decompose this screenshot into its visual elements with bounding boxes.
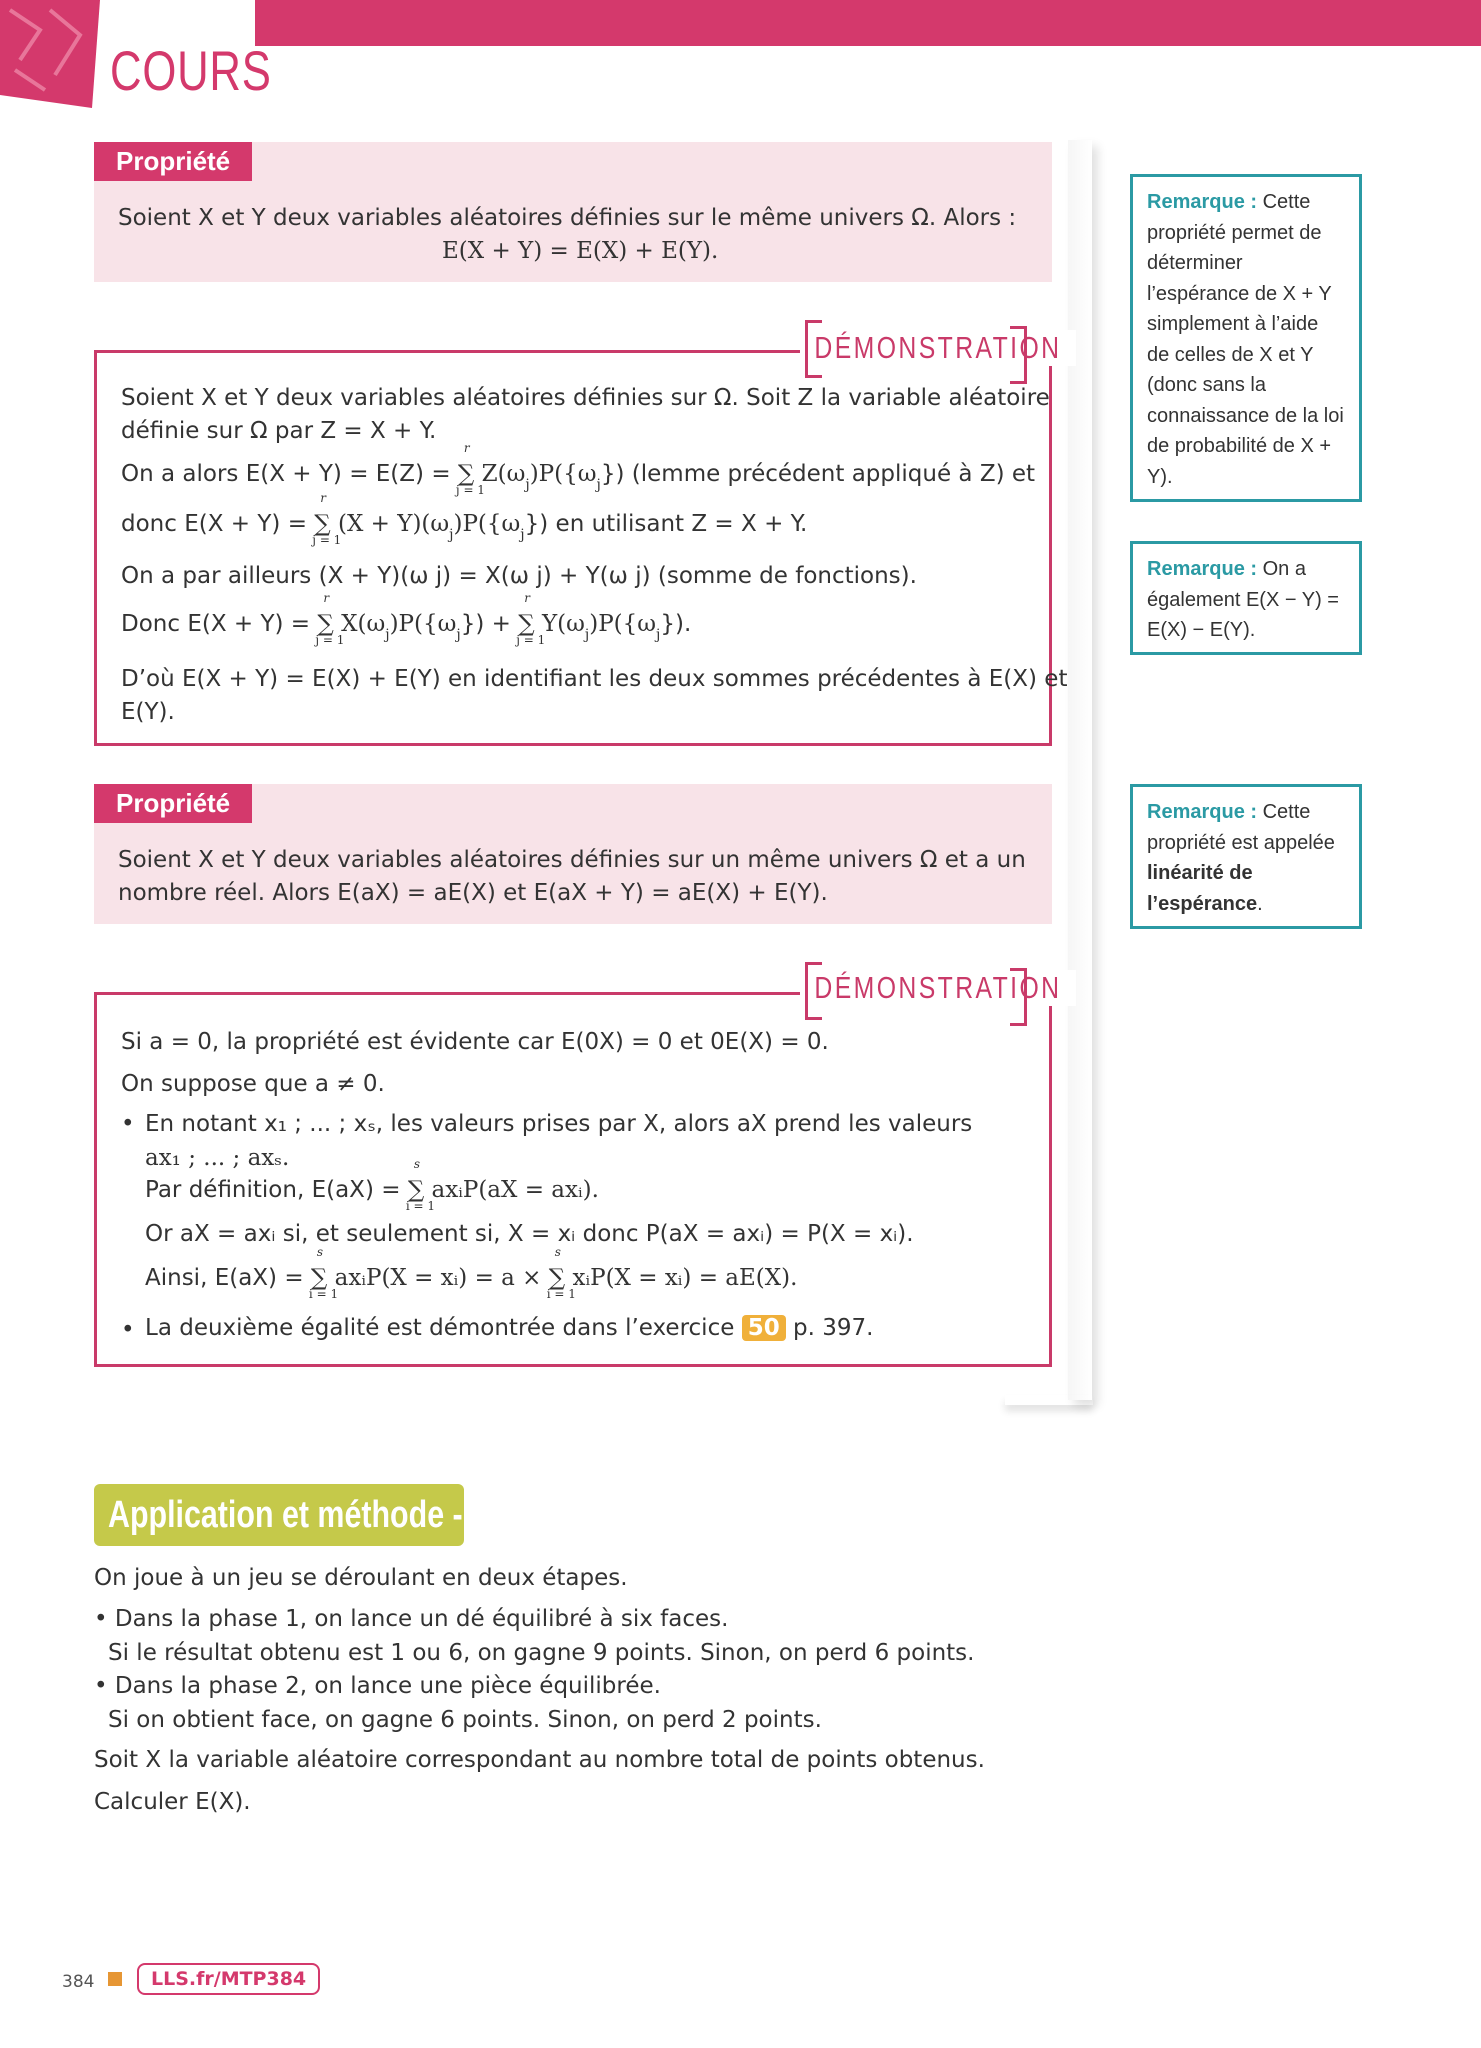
application-text: On joue à un jeu se déroulant en deux étapes. [94,1565,628,1591]
property-label: Propriété [94,142,252,181]
demo-text: ax₁ ; ... ; axₛ. [145,1145,290,1171]
demo-text: définie sur Ω par Z = X + Y. [121,418,437,444]
demo-text: Ainsi, E(aX) = ∑ s i = 1 axᵢP(X = xᵢ) = a × ∑ s i = 1 xᵢP(X = xᵢ) = aE(X). [145,1245,798,1301]
application-text: Si le résultat obtenu est 1 ou 6, on gagne 9 points. Sinon, on perd 6 points. [108,1640,975,1666]
application-text: Si on obtient face, on gagne 6 points. Sinon, on perd 2 points. [108,1707,822,1733]
demo-text: D’où E(X + Y) = E(X) + E(Y) en identifiant les deux sommes précédentes à E(X) et [121,666,1068,692]
demo-bracket-left [805,320,822,378]
sum-symbol: ∑ r j = 1 [516,591,546,647]
demonstration-box-1 [94,350,1068,746]
property-text-line1: Soient X et Y deux variables aléatoires définies sur le même univers Ω. Alors : [118,205,1017,231]
demo-text: Soient X et Y deux variables aléatoires définies sur Ω. Soit Z la variable aléatoire [121,385,1050,411]
demo-text: On a alors E(X + Y) = E(Z) = ∑ r j = 1 $Z(\omega_j)P(\{\omega_j\})$ (lemme précédent appliqué à Z) et [121,441,1036,497]
property-label: Propriété [94,784,252,823]
property-text-line2: nombre réel. Alors E(aX) = aE(X) et E(aX + Y) = aE(X) + E(Y). [118,880,828,906]
exercise-badge[interactable]: 50 [742,1315,786,1341]
sum-symbol: ∑ s i = 1 [546,1245,576,1301]
demo-text: E(Y). [121,699,175,725]
demo-text: Si a = 0, la propriété est évidente car E(0X) = 0 et 0E(X) = 0. [121,1029,829,1055]
demo-text: Par définition, E(aX) = ∑ s i = 1 axᵢP(aX = axᵢ). [145,1157,599,1213]
demonstration-label: DÉMONSTRATION [800,330,1076,366]
remark-box-2 [1130,541,1362,655]
demonstration-box-2 [94,992,1052,1367]
sum-symbol: ∑ r j = 1 [455,441,485,497]
remark-text: On a également E(X − Y) = E(X) − E(Y). [1147,558,1339,641]
application-text: • Dans la phase 2, on lance une pièce équilibrée. [94,1673,661,1699]
application-title: Application et méthode - 2 [108,1494,489,1536]
footer-link[interactable]: LLS.fr/MTP384 [137,1963,320,1995]
demo-text: Donc E(X + Y) = ∑ r j = 1 $X(\omega_j)P(\{\omega_j\})$ + ∑ r j = 1 $Y(\omega_j)P(\{\omega_j\})$. [121,591,692,647]
corner-pattern-icon [0,0,100,108]
application-text: Calculer E(X). [94,1789,251,1815]
page-number: 384 [62,1972,95,1992]
sum-symbol: ∑ r j = 1 [315,591,345,647]
demo-text: En notant x₁ ; ... ; xₛ, les valeurs prises par X, alors aX prend les valeurs [145,1111,973,1137]
property-text-line1: Soient X et Y deux variables aléatoires définies sur un même univers Ω et a un [118,847,1026,873]
demo-text: On a par ailleurs (X + Y)(ω j) = X(ω j) + Y(ω j) (somme de fonctions). [121,563,917,589]
remark-label: Remarque : [1147,558,1258,580]
remark-end: . [1257,892,1263,915]
remark-box-3 [1130,784,1362,929]
application-text: Soit X la variable aléatoire correspondant au nombre total de points obtenus. [94,1747,985,1773]
bullet-dot: • [121,1317,135,1343]
remark-label: Remarque : [1147,191,1258,213]
remark-label: Remarque : [1147,801,1258,823]
sum-symbol: ∑ s i = 1 [308,1245,339,1301]
remark-bold: linéarité de l’espérance [1147,862,1258,915]
demo-text: On suppose que a ≠ 0. [121,1071,385,1097]
demo-text: La deuxième égalité est démontrée dans l’exercice 50 p. 397. [145,1315,874,1341]
property-box-1 [94,142,1052,282]
application-text: • Dans la phase 1, on lance un dé équilibré à six faces. [94,1606,729,1632]
sum-symbol: ∑ s i = 1 [405,1157,435,1213]
page-shadow [1068,140,1092,1400]
demonstration-label: DÉMONSTRATION [800,970,1076,1006]
demo-bracket-left [805,962,822,1020]
demo-text: Or aX = axᵢ si, et seulement si, X = xᵢ donc P(aX = axᵢ) = P(X = xᵢ). [145,1221,914,1247]
demo-bracket-right [1010,326,1027,384]
demo-text-part: On a alors E(X + Y) = E(Z) = [121,461,458,487]
footer-square-icon [108,1972,122,1986]
remark-box-1 [1130,174,1362,502]
page-shadow-bottom [1005,1395,1093,1405]
remark-text: Cette propriété est appelée [1147,801,1335,854]
demo-text: donc E(X + Y) = ∑ r j = 1 $(X + Y)(\omega_j)P(\{\omega_j\})$ en utilisant Z = X + Y. [121,491,808,547]
header-bar [255,0,1481,46]
property-box-2 [94,784,1052,924]
bullet-dot: • [121,1111,135,1137]
sum-symbol: ∑ r j = 1 [312,491,342,547]
property-formula: E(X + Y) = E(X) + E(Y). [442,238,719,264]
demo-bracket-right [1010,968,1027,1026]
remark-text: Cette propriété permet de déterminer l’espérance de X + Y simplement à l’aide de celles de X et Y (donc sans la connaissance de la loi de probabilité de X + Y). [1147,191,1344,488]
application-title-tag [94,1484,489,1546]
section-title: COURS [110,39,272,102]
